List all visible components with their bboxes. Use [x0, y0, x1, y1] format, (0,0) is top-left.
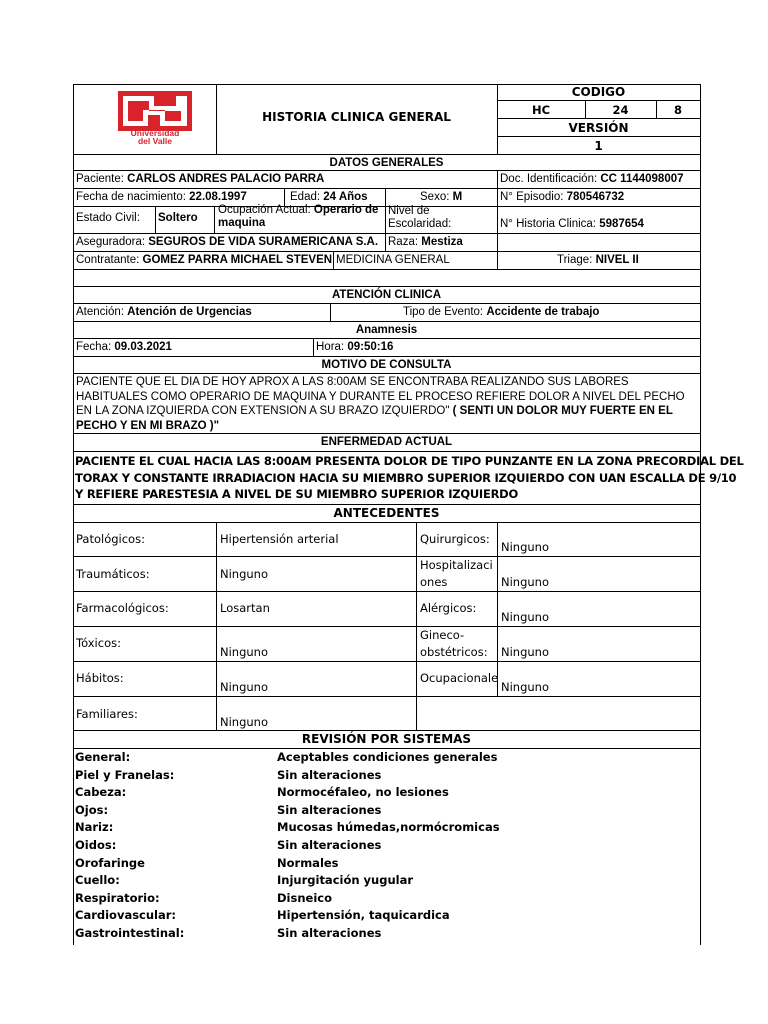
- atencion-row: [76, 305, 252, 319]
- gineco-label-2: obstétricos:: [420, 645, 488, 659]
- estado-civil-value: Soltero: [158, 212, 198, 224]
- edad-label: Edad:: [290, 191, 321, 203]
- codigo-value-3: 8: [673, 103, 682, 117]
- logo-text-line1: Universidad: [130, 128, 180, 138]
- university-logo: [118, 91, 192, 147]
- motivo-line-3a: EN LA ZONA IZQUIERDA CON EXTENSION A SU BRAZO IZQUIERDO": [76, 405, 450, 417]
- gineco-label-1: Gineco-: [420, 628, 465, 642]
- doc-value: CC 1144098007: [600, 173, 684, 185]
- episodio-label: N° Episodio:: [500, 191, 564, 203]
- fecha-row: [76, 340, 172, 354]
- atencion-label: Atención:: [76, 306, 124, 318]
- revision-row: [75, 820, 695, 837]
- revision-row: [75, 891, 695, 908]
- revision-label: Gastrointestinal:: [75, 926, 185, 940]
- revision-label: Ojos:: [75, 802, 109, 817]
- edad-value: 24 Años: [323, 191, 368, 203]
- revision-value: Sin alteraciones: [277, 802, 382, 817]
- triage-label: Triage:: [557, 254, 593, 266]
- form-title: HISTORIA CLINICA GENERAL: [262, 110, 451, 124]
- traumaticos-value: Ninguno: [220, 567, 268, 581]
- enfermedad-title: ENFERMEDAD ACTUAL: [320, 436, 453, 448]
- hora-row: [316, 340, 393, 354]
- enfermedad-line-1: PACIENTE EL CUAL HACIA LAS 8:00AM PRESENTA DOLOR DE TIPO PUNZANTE EN LA ZONA PRECORDIAL DEL: [75, 454, 744, 468]
- revision-row: [75, 785, 695, 802]
- ocupacion-value: Operario de maquina: [218, 204, 379, 229]
- revision-value: Disneico: [277, 890, 332, 905]
- revision-row: [75, 803, 695, 820]
- historia-row: [500, 217, 644, 231]
- fecha-label: Fecha:: [76, 341, 112, 353]
- episodio-row: [500, 190, 624, 204]
- revision-label: Orofaringe: [75, 855, 145, 870]
- contratante-value: GOMEZ PARRA MICHAEL STEVEN: [142, 254, 332, 266]
- episodio-value: 780546732: [566, 191, 625, 203]
- fecha-nac-row: [76, 190, 247, 204]
- enfermedad-line-2: TORAX Y CONSTANTE IRRADIACION HACIA SU MIEMBRO SUPERIOR IZQUIERDO CON UAN ESCALLA DE 9/10: [75, 470, 737, 485]
- revision-label: Cardiovascular:: [75, 908, 177, 923]
- revision-label: General:: [75, 750, 131, 764]
- revision-row: [75, 750, 695, 767]
- codigo-value-1: HC: [531, 103, 551, 117]
- enfermedad-text: [75, 453, 744, 503]
- fecha-nac-value: 22.08.1997: [189, 191, 247, 203]
- toxicos-value: Ninguno: [220, 645, 268, 659]
- atencion-value: Atención de Urgencias: [127, 306, 252, 318]
- logo-text-line2: del Valle: [137, 136, 173, 146]
- patologicos-value: Hipertensión arterial: [220, 532, 339, 546]
- version-label: VERSIÓN: [568, 121, 629, 135]
- edad-row: [290, 190, 368, 204]
- datos-generales-title: DATOS GENERALES: [329, 157, 444, 169]
- contratante-label: Contratante:: [76, 254, 140, 266]
- ocupacionales-value: Ninguno: [501, 680, 549, 694]
- triage-value: NIVEL II: [595, 254, 639, 266]
- motivo-line-2: HABITUALES COMO OPERARIO DE MAQUINA Y DURANTE EL PROCESO REFIERE DOLOR A NIVEL DEL PECHO: [76, 390, 685, 403]
- ocupacion-label: Ocupación Actual:: [218, 204, 311, 216]
- revision-title: REVISIÓN POR SISTEMAS: [301, 732, 472, 746]
- motivo-line-3b: ( SENTI UN DOLOR MUY FUERTE EN EL: [449, 405, 673, 417]
- hora-label: Hora:: [316, 341, 345, 353]
- revision-row: [75, 873, 695, 890]
- sexo-label: Sexo:: [420, 191, 450, 203]
- revision-label: Respiratorio:: [75, 890, 160, 905]
- revision-value: Injurgitación yugular: [277, 873, 414, 888]
- paciente-row: [76, 172, 324, 186]
- logo-emblem-icon: [118, 91, 192, 131]
- alergicos-value: Ninguno: [501, 610, 549, 624]
- contratante-row: [76, 253, 332, 267]
- ocupacionales-label: Ocupacionale: [420, 671, 498, 685]
- habitos-label: Hábitos:: [76, 671, 124, 685]
- version-value: 1: [594, 139, 603, 153]
- aseguradora-row: [76, 235, 378, 249]
- codigo-label: CODIGO: [571, 85, 626, 99]
- hospitalizaciones-value: Ninguno: [501, 575, 549, 589]
- revision-label: Oidos:: [75, 838, 117, 852]
- revision-value: Normocéfaleo, no lesiones: [277, 785, 449, 800]
- doc-row: [500, 172, 684, 186]
- ocupacion-cell: [218, 204, 384, 230]
- revision-label: Cuello:: [75, 873, 120, 888]
- revision-row: [75, 838, 695, 855]
- fecha-value: 09.03.2021: [114, 341, 172, 353]
- enfermedad-line-3: Y REFIERE PARESTESIA A NIVEL DE SU MIEMBRO SUPERIOR IZQUIERDO: [75, 487, 518, 501]
- traumaticos-label: Traumáticos:: [76, 567, 150, 581]
- motivo-line-4: PECHO Y EN MI BRAZO )": [76, 419, 220, 432]
- revision-value: Mucosas húmedas,normócromicas: [277, 820, 500, 835]
- aseguradora-value: SEGUROS DE VIDA SURAMERICANA S.A.: [148, 236, 379, 248]
- fecha-nac-label: Fecha de nacimiento:: [76, 191, 186, 203]
- paciente-label: Paciente:: [76, 173, 124, 185]
- motivo-line-3: [76, 404, 700, 419]
- estado-civil-label: Estado Civil:: [76, 212, 140, 224]
- revision-label: Cabeza:: [75, 785, 127, 800]
- hora-value: 09:50:16: [347, 341, 394, 353]
- raza-value: Mestiza: [421, 236, 463, 248]
- revision-row: [75, 908, 695, 925]
- hospitalizaciones-label-2: ones: [420, 575, 448, 589]
- farmacologicos-label: Farmacológicos:: [76, 601, 169, 615]
- revision-row: [75, 856, 695, 873]
- revision-value: Normales: [277, 855, 339, 870]
- revision-value: Aceptables condiciones generales: [277, 750, 498, 764]
- historia-value: 5987654: [599, 218, 644, 230]
- alergicos-label: Alérgicos:: [420, 601, 477, 615]
- revision-label: Piel y Franelas:: [75, 767, 175, 782]
- revision-value: Sin alteraciones: [277, 926, 382, 940]
- revision-value: Hipertensión, taquicardica: [277, 908, 450, 923]
- revision-row: [75, 768, 695, 785]
- patologicos-label: Patológicos:: [76, 532, 145, 546]
- motivo-line-1: PACIENTE QUE EL DIA DE HOY APROX A LAS 8:00AM SE ENCONTRABA REALIZANDO SUS LABORES: [76, 376, 629, 388]
- motivo-text: [76, 375, 700, 433]
- habitos-value: Ninguno: [220, 680, 268, 694]
- nivel-escolaridad-label: Nivel de Escolaridad:: [388, 205, 452, 230]
- antecedentes-title: ANTECEDENTES: [333, 506, 440, 520]
- atencion-title: ATENCIÓN CLINICA: [331, 289, 442, 301]
- farmacologicos-value: Losartan: [220, 601, 270, 615]
- paciente-name: CARLOS ANDRES PALACIO PARRA: [127, 173, 325, 185]
- historia-label: N° Historia Clinica:: [500, 218, 596, 230]
- familiares-value: Ninguno: [220, 715, 268, 729]
- anamnesis-label: Anamnesis: [355, 324, 418, 336]
- doc-label: Doc. Identificación:: [500, 173, 598, 185]
- gineco-value: Ninguno: [501, 645, 549, 659]
- revision-label: Nariz:: [75, 820, 114, 835]
- familiares-label: Familiares:: [76, 707, 138, 721]
- evento-label: Tipo de Evento:: [403, 306, 484, 318]
- revision-value: Sin alteraciones: [277, 767, 382, 782]
- especialidad: MEDICINA GENERAL: [336, 254, 450, 266]
- evento-row: [403, 305, 599, 319]
- quirurgicos-value: Ninguno: [501, 540, 549, 554]
- revision-value: Sin alteraciones: [277, 838, 382, 852]
- codigo-value-2: 24: [612, 103, 629, 117]
- raza-row: [388, 235, 463, 249]
- hospitalizaciones-label-1: Hospitalizaci: [420, 558, 493, 572]
- quirurgicos-label: Quirurgicos:: [420, 532, 490, 546]
- motivo-title: MOTIVO DE CONSULTA: [321, 359, 452, 371]
- raza-label: Raza:: [388, 236, 419, 248]
- sexo-row: [420, 190, 462, 204]
- evento-value: Accidente de trabajo: [486, 306, 600, 318]
- sexo-value: M: [452, 191, 463, 203]
- aseguradora-label: Aseguradora:: [76, 236, 146, 248]
- triage-row: [557, 253, 639, 267]
- revision-row: [75, 926, 695, 943]
- toxicos-label: Tóxicos:: [76, 636, 121, 650]
